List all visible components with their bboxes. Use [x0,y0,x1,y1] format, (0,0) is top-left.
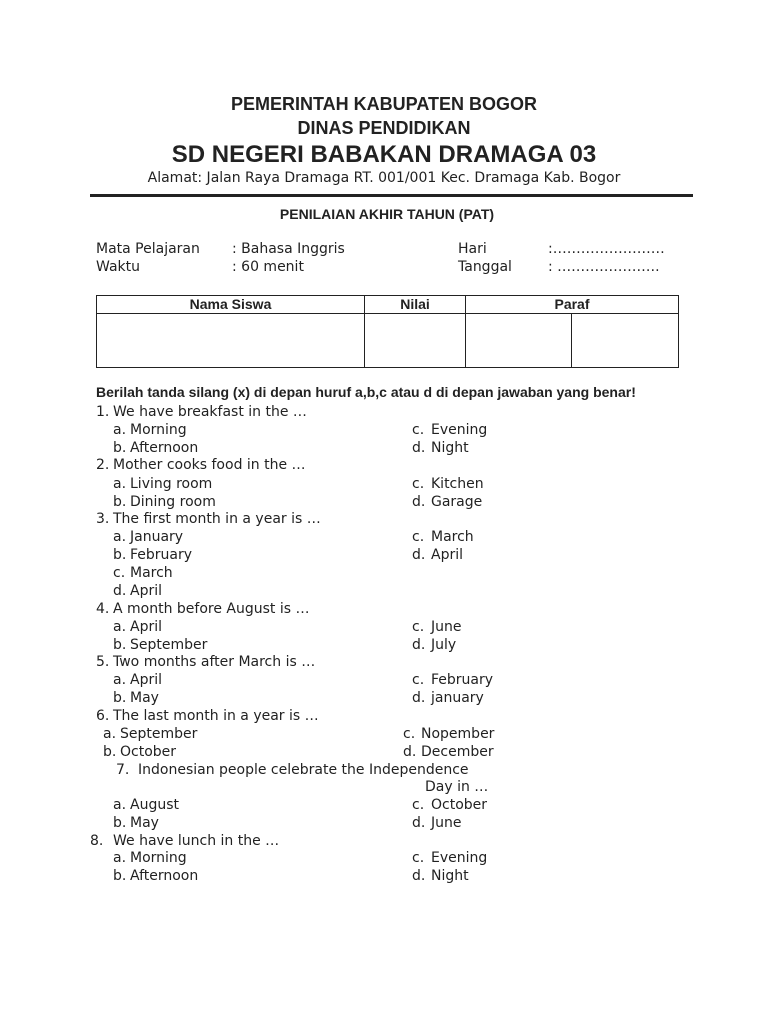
question-5-option-c[interactable]: February [431,672,494,688]
option-letter: a. [113,797,127,813]
option-letter: d. [403,744,417,760]
option-letter: a. [103,726,117,742]
question-3-option-c-repeat[interactable]: March [130,565,173,581]
option-letter: b. [113,637,127,653]
question-8-option-c[interactable]: Evening [431,850,488,866]
score-cell[interactable] [365,314,466,368]
exam-title: PENILAIAN AKHIR TAHUN (PAT) [279,206,495,222]
option-letter: a. [113,672,127,688]
question-7-text: Indonesian people celebrate the Independence [138,762,469,778]
question-4-option-c[interactable]: June [431,619,462,635]
date-value: : …………………. [548,259,660,275]
option-letter: a. [113,619,127,635]
signature-cell-1[interactable] [466,314,572,368]
time-value: : 60 menit [232,259,304,275]
option-letter: b. [103,744,117,760]
option-letter: b. [113,690,127,706]
option-letter: b. [113,868,127,884]
option-letter: c. [412,797,425,813]
option-letter: c. [412,422,425,438]
question-4-option-a[interactable]: April [130,619,162,635]
question-1-number: 1. [96,404,110,420]
option-letter: c. [412,619,425,635]
option-letter: c. [412,672,425,688]
header-line-2: DINAS PENDIDIKAN [297,118,471,138]
day-value: :…………………… [548,241,665,257]
score-table-header-row [97,296,679,314]
option-letter: c. [403,726,416,742]
option-letter: a. [113,422,127,438]
school-name: SD NEGERI BABAKAN DRAMAGA 03 [171,141,597,168]
option-letter: d. [412,637,426,653]
option-letter: a. [113,476,127,492]
question-1-option-d[interactable]: Night [431,440,469,456]
option-letter: d. [412,494,426,510]
option-letter: b. [113,815,127,831]
question-5-number: 5. [96,654,110,670]
option-letter: d. [412,868,426,884]
question-1-text: We have breakfast in the … [113,404,307,420]
question-3-number: 3. [96,511,110,527]
option-letter: b. [113,547,127,563]
question-7-option-b[interactable]: May [130,815,159,831]
instruction: Berilah tanda silang (x) di depan huruf a,b,c atau d di depan jawaban yang benar! [96,384,636,400]
question-6-option-c[interactable]: Nopember [421,726,495,742]
option-letter: d. [113,583,127,599]
question-2-text: Mother cooks food in the … [113,457,306,473]
question-3-option-d-repeat[interactable]: April [130,583,162,599]
date-label: Tanggal [458,259,512,275]
question-2-option-b[interactable]: Dining room [130,494,216,510]
question-5-option-a[interactable]: April [130,672,162,688]
option-letter: d. [412,690,426,706]
question-8-option-d[interactable]: Night [431,868,469,884]
question-3-option-c[interactable]: March [431,529,474,545]
question-3-text: The first month in a year is … [113,511,321,527]
student-name-cell[interactable] [97,314,365,368]
question-5-option-b[interactable]: May [130,690,159,706]
header-student-name: Nama Siswa [97,296,365,314]
question-4-option-d[interactable]: July [431,637,457,653]
question-7-number: 7. [116,762,130,778]
question-2-option-c[interactable]: Kitchen [431,476,484,492]
header-signature: Paraf [466,296,679,314]
subject-label: Mata Pelajaran [96,241,200,257]
header-rule [90,194,693,197]
header-score: Nilai [365,296,466,314]
option-letter: b. [113,440,127,456]
score-table [96,295,679,368]
question-1-option-a[interactable]: Morning [130,422,187,438]
question-3-option-d[interactable]: April [431,547,463,563]
question-4-number: 4. [96,601,110,617]
question-1-option-b[interactable]: Afternoon [130,440,199,456]
subject-value: : Bahasa Inggris [232,241,345,257]
question-2-number: 2. [96,457,110,473]
question-8-option-b[interactable]: Afternoon [130,868,199,884]
question-8-number: 8. [90,833,104,849]
question-5-text: Two months after March is … [113,654,316,670]
question-7-option-d[interactable]: June [431,815,462,831]
option-letter: d. [412,547,426,563]
option-letter: c. [412,476,425,492]
option-letter: d. [412,815,426,831]
question-6-option-d[interactable]: December [421,744,494,760]
question-6-option-b[interactable]: October [120,744,177,760]
question-8-text: We have lunch in the … [113,833,280,849]
question-4-option-b[interactable]: September [130,637,208,653]
day-label: Hari [458,241,487,257]
question-5-option-d[interactable]: january [431,690,484,706]
question-7-option-c[interactable]: October [431,797,488,813]
header-line-1: PEMERINTAH KABUPATEN BOGOR [231,94,537,114]
school-address: Alamat: Jalan Raya Dramaga RT. 001/001 Kec. Dramaga Kab. Bogor [147,170,621,186]
question-3-option-b[interactable]: February [130,547,193,563]
option-letter: c. [113,565,126,581]
option-letter: b. [113,494,127,510]
option-letter: c. [412,850,425,866]
question-8-option-a[interactable]: Morning [130,850,187,866]
question-2-option-a[interactable]: Living room [130,476,213,492]
question-7-text-continued: Day in … [425,779,489,795]
question-3-option-a[interactable]: January [130,529,184,545]
signature-cell-2[interactable] [572,314,679,368]
option-letter: a. [113,850,127,866]
question-1-option-c[interactable]: Evening [431,422,488,438]
time-label: Waktu [96,259,140,275]
question-7-option-a[interactable]: August [130,797,179,813]
question-4-text: A month before August is … [113,601,310,617]
question-2-option-d[interactable]: Garage [431,494,483,510]
score-table-row [97,314,679,368]
option-letter: c. [412,529,425,545]
question-6-number: 6. [96,708,110,724]
question-6-option-a[interactable]: September [120,726,198,742]
option-letter: d. [412,440,426,456]
option-letter: a. [113,529,127,545]
question-6-text: The last month in a year is … [113,708,319,724]
